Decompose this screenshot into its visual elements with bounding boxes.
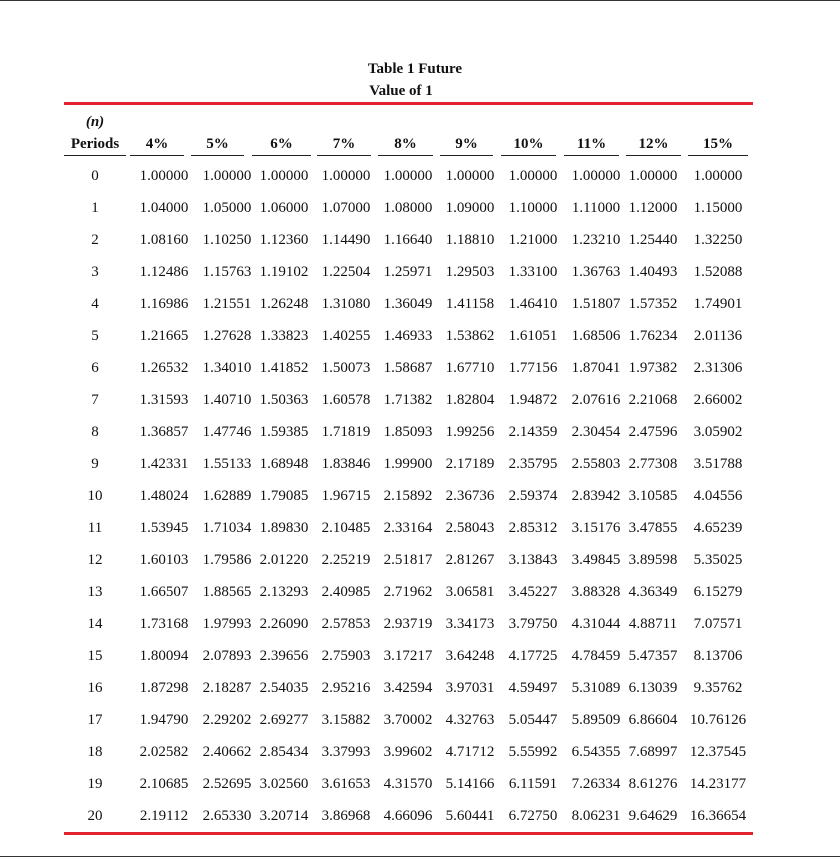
value-cell: 1.76234 (628, 328, 678, 344)
table-row (0, 612, 840, 644)
value-cell: 1.14490 (321, 232, 371, 248)
value-cell: 2.35795 (508, 456, 558, 472)
value-cell: 1.48024 (139, 488, 189, 504)
period-cell: 2 (91, 232, 99, 248)
value-cell: 1.97993 (202, 616, 252, 632)
value-cell: 1.57352 (628, 296, 678, 312)
value-cell: 1.71819 (321, 424, 371, 440)
period-cell: 11 (87, 520, 103, 536)
value-cell: 4.04556 (693, 488, 743, 504)
table-bottom-rule (64, 832, 753, 835)
value-cell: 2.31306 (693, 360, 743, 376)
period-cell: 4 (91, 296, 99, 312)
value-cell: 1.22504 (321, 264, 371, 280)
value-cell: 2.25219 (321, 552, 371, 568)
value-cell: 4.36349 (628, 584, 678, 600)
value-cell: 2.59374 (508, 488, 558, 504)
table-title (0, 58, 820, 102)
value-cell: 5.55992 (508, 744, 558, 760)
value-cell: 1.53945 (139, 520, 189, 536)
rate-header: 5% (191, 134, 244, 156)
value-cell: 2.07893 (202, 648, 252, 664)
value-cell: 1.26248 (259, 296, 309, 312)
value-cell: 1.40493 (628, 264, 678, 280)
value-cell: 1.15763 (202, 264, 252, 280)
value-cell: 1.94872 (508, 392, 558, 408)
value-cell: 2.21068 (628, 392, 678, 408)
value-cell: 1.42331 (139, 456, 189, 472)
value-cell: 2.81267 (445, 552, 495, 568)
value-cell: 2.83942 (571, 488, 621, 504)
value-cell: 1.12486 (139, 264, 189, 280)
value-cell: 3.99602 (383, 744, 433, 760)
value-cell: 1.29503 (445, 264, 495, 280)
value-cell: 8.06231 (571, 808, 621, 824)
period-cell: 9 (91, 456, 99, 472)
value-cell: 2.75903 (321, 648, 371, 664)
value-cell: 1.83846 (321, 456, 371, 472)
period-cell: 5 (91, 328, 99, 344)
value-cell: 2.19112 (139, 808, 189, 824)
value-cell: 1.50073 (321, 360, 371, 376)
table-top-rule (64, 102, 753, 105)
value-cell: 2.71962 (383, 584, 433, 600)
value-cell: 2.54035 (259, 680, 309, 696)
value-cell: 2.47596 (628, 424, 678, 440)
value-cell: 3.86968 (321, 808, 371, 824)
value-cell: 3.10585 (628, 488, 678, 504)
value-cell: 1.82804 (445, 392, 495, 408)
value-cell: 1.19102 (259, 264, 309, 280)
value-cell: 1.00000 (445, 168, 495, 184)
value-cell: 1.25440 (628, 232, 678, 248)
value-cell: 1.73168 (139, 616, 189, 632)
period-cell: 16 (87, 680, 103, 696)
value-cell: 3.45227 (508, 584, 558, 600)
value-cell: 6.15279 (693, 584, 743, 600)
value-cell: 2.13293 (259, 584, 309, 600)
value-cell: 3.17217 (383, 648, 433, 664)
value-cell: 2.30454 (571, 424, 621, 440)
period-cell: 20 (87, 808, 103, 824)
value-cell: 6.54355 (571, 744, 621, 760)
table-row (0, 260, 840, 292)
value-cell: 12.37545 (689, 744, 747, 760)
value-cell: 2.39656 (259, 648, 309, 664)
value-cell: 1.50363 (259, 392, 309, 408)
value-cell: 8.13706 (693, 648, 743, 664)
table-row (0, 516, 840, 548)
value-cell: 1.89830 (259, 520, 309, 536)
value-cell: 3.47855 (628, 520, 678, 536)
table-row (0, 292, 840, 324)
value-cell: 2.29202 (202, 712, 252, 728)
value-cell: 1.60103 (139, 552, 189, 568)
value-cell: 4.71712 (445, 744, 495, 760)
value-cell: 1.67710 (445, 360, 495, 376)
value-cell: 4.78459 (571, 648, 621, 664)
value-cell: 1.58687 (383, 360, 433, 376)
value-cell: 1.31080 (321, 296, 371, 312)
value-cell: 7.26334 (571, 776, 621, 792)
period-cell: 3 (91, 264, 99, 280)
value-cell: 4.17725 (508, 648, 558, 664)
value-cell: 1.96715 (321, 488, 371, 504)
value-cell: 2.58043 (445, 520, 495, 536)
value-cell: 1.00000 (321, 168, 371, 184)
value-cell: 1.99256 (445, 424, 495, 440)
table-row (0, 388, 840, 420)
value-cell: 1.06000 (259, 200, 309, 216)
value-cell: 1.15000 (693, 200, 743, 216)
value-cell: 2.69277 (259, 712, 309, 728)
value-cell: 1.33823 (259, 328, 309, 344)
value-cell: 3.88328 (571, 584, 621, 600)
value-cell: 6.86604 (628, 712, 678, 728)
value-cell: 1.61051 (508, 328, 558, 344)
value-cell: 1.47746 (202, 424, 252, 440)
value-cell: 1.16640 (383, 232, 433, 248)
value-cell: 1.21665 (139, 328, 189, 344)
value-cell: 1.87298 (139, 680, 189, 696)
n-column-label: (n) (85, 114, 105, 130)
value-cell: 1.12360 (259, 232, 309, 248)
value-cell: 2.07616 (571, 392, 621, 408)
rate-header: 9% (440, 134, 493, 156)
value-cell: 1.74901 (693, 296, 743, 312)
value-cell: 3.34173 (445, 616, 495, 632)
table-row (0, 228, 840, 260)
value-cell: 2.33164 (383, 520, 433, 536)
value-cell: 2.85434 (259, 744, 309, 760)
value-cell: 1.33100 (508, 264, 558, 280)
value-cell: 2.52695 (202, 776, 252, 792)
value-cell: 1.07000 (321, 200, 371, 216)
table-row (0, 324, 840, 356)
value-cell: 1.34010 (202, 360, 252, 376)
value-cell: 1.00000 (571, 168, 621, 184)
table-row (0, 676, 840, 708)
value-cell: 1.04000 (139, 200, 189, 216)
value-cell: 1.80094 (139, 648, 189, 664)
value-cell: 3.64248 (445, 648, 495, 664)
period-cell: 19 (87, 776, 103, 792)
value-cell: 1.77156 (508, 360, 558, 376)
value-cell: 3.37993 (321, 744, 371, 760)
value-cell: 3.20714 (259, 808, 309, 824)
value-cell: 1.32250 (693, 232, 743, 248)
value-cell: 2.10485 (321, 520, 371, 536)
page-top-border (0, 0, 840, 1)
rate-header: 15% (688, 134, 748, 156)
value-cell: 5.47357 (628, 648, 678, 664)
table-row (0, 740, 840, 772)
value-cell: 1.00000 (508, 168, 558, 184)
period-cell: 13 (87, 584, 103, 600)
value-cell: 6.72750 (508, 808, 558, 824)
value-cell: 2.51817 (383, 552, 433, 568)
value-cell: 1.46410 (508, 296, 558, 312)
value-cell: 3.06581 (445, 584, 495, 600)
value-cell: 5.14166 (445, 776, 495, 792)
value-cell: 1.12000 (628, 200, 678, 216)
table-row (0, 644, 840, 676)
value-cell: 2.77308 (628, 456, 678, 472)
value-cell: 2.57853 (321, 616, 371, 632)
value-cell: 1.23210 (571, 232, 621, 248)
table-body (0, 164, 840, 836)
table-row (0, 772, 840, 804)
page-bottom-border (0, 856, 840, 857)
value-cell: 1.31593 (139, 392, 189, 408)
period-cell: 17 (87, 712, 103, 728)
value-cell: 2.93719 (383, 616, 433, 632)
period-cell: 14 (87, 616, 103, 632)
value-cell: 1.94790 (139, 712, 189, 728)
value-cell: 2.85312 (508, 520, 558, 536)
period-cell: 7 (91, 392, 99, 408)
value-cell: 2.36736 (445, 488, 495, 504)
value-cell: 2.18287 (202, 680, 252, 696)
value-cell: 1.21000 (508, 232, 558, 248)
value-cell: 1.27628 (202, 328, 252, 344)
period-cell: 12 (87, 552, 103, 568)
value-cell: 1.00000 (693, 168, 743, 184)
rate-header: 6% (252, 134, 311, 156)
value-cell: 1.36049 (383, 296, 433, 312)
value-cell: 1.68506 (571, 328, 621, 344)
value-cell: 1.40710 (202, 392, 252, 408)
value-cell: 9.35762 (693, 680, 743, 696)
value-cell: 1.16986 (139, 296, 189, 312)
value-cell: 1.21551 (202, 296, 252, 312)
value-cell: 4.88711 (628, 616, 678, 632)
value-cell: 1.11000 (571, 200, 621, 216)
value-cell: 2.01136 (693, 328, 743, 344)
value-cell: 3.13843 (508, 552, 558, 568)
value-cell: 2.66002 (693, 392, 743, 408)
value-cell: 1.36857 (139, 424, 189, 440)
period-cell: 10 (87, 488, 103, 504)
value-cell: 6.11591 (508, 776, 558, 792)
value-cell: 5.60441 (445, 808, 495, 824)
value-cell: 1.97382 (628, 360, 678, 376)
value-cell: 8.61276 (628, 776, 678, 792)
value-cell: 10.76126 (689, 712, 747, 728)
value-cell: 1.09000 (445, 200, 495, 216)
value-cell: 4.66096 (383, 808, 433, 824)
rate-header: 12% (626, 134, 681, 156)
value-cell: 3.51788 (693, 456, 743, 472)
value-cell: 5.05447 (508, 712, 558, 728)
period-cell: 0 (91, 168, 99, 184)
value-cell: 1.60578 (321, 392, 371, 408)
value-cell: 1.87041 (571, 360, 621, 376)
value-cell: 1.00000 (139, 168, 189, 184)
period-cell: 18 (87, 744, 103, 760)
value-cell: 1.71034 (202, 520, 252, 536)
table-row (0, 164, 840, 196)
value-cell: 2.17189 (445, 456, 495, 472)
value-cell: 1.62889 (202, 488, 252, 504)
value-cell: 14.23177 (689, 776, 747, 792)
table-row (0, 484, 840, 516)
value-cell: 3.15176 (571, 520, 621, 536)
value-cell: 3.15882 (321, 712, 371, 728)
table-row (0, 420, 840, 452)
value-cell: 4.65239 (693, 520, 743, 536)
value-cell: 2.65330 (202, 808, 252, 824)
value-cell: 1.41158 (445, 296, 495, 312)
value-cell: 1.26532 (139, 360, 189, 376)
value-cell: 1.18810 (445, 232, 495, 248)
value-cell: 2.26090 (259, 616, 309, 632)
table-row (0, 452, 840, 484)
table-row (0, 196, 840, 228)
periods-header: Periods (64, 134, 126, 156)
value-cell: 5.89509 (571, 712, 621, 728)
value-cell: 1.53862 (445, 328, 495, 344)
value-cell: 9.64629 (628, 808, 678, 824)
rate-header: 8% (378, 134, 433, 156)
value-cell: 3.49845 (571, 552, 621, 568)
value-cell: 3.97031 (445, 680, 495, 696)
value-cell: 1.10000 (508, 200, 558, 216)
value-cell: 3.61653 (321, 776, 371, 792)
value-cell: 1.40255 (321, 328, 371, 344)
table-row (0, 548, 840, 580)
value-cell: 1.36763 (571, 264, 621, 280)
value-cell: 3.79750 (508, 616, 558, 632)
period-cell: 6 (91, 360, 99, 376)
value-cell: 1.00000 (628, 168, 678, 184)
value-cell: 1.05000 (202, 200, 252, 216)
table-header-row (0, 134, 840, 156)
value-cell: 1.88565 (202, 584, 252, 600)
value-cell: 16.36654 (689, 808, 747, 824)
value-cell: 2.15892 (383, 488, 433, 504)
value-cell: 2.40662 (202, 744, 252, 760)
value-cell: 2.95216 (321, 680, 371, 696)
value-cell: 1.55133 (202, 456, 252, 472)
table-title-line-1: Table 1 Future (367, 61, 463, 77)
value-cell: 3.05902 (693, 424, 743, 440)
value-cell: 1.79085 (259, 488, 309, 504)
value-cell: 2.55803 (571, 456, 621, 472)
value-cell: 3.42594 (383, 680, 433, 696)
value-cell: 3.89598 (628, 552, 678, 568)
value-cell: 3.70002 (383, 712, 433, 728)
rate-header: 4% (130, 134, 184, 156)
value-cell: 1.41852 (259, 360, 309, 376)
rate-header: 11% (564, 134, 619, 156)
period-cell: 1 (91, 200, 99, 216)
value-cell: 1.08160 (139, 232, 189, 248)
value-cell: 1.00000 (383, 168, 433, 184)
value-cell: 4.31570 (383, 776, 433, 792)
value-cell: 1.71382 (383, 392, 433, 408)
value-cell: 2.14359 (508, 424, 558, 440)
value-cell: 1.79586 (202, 552, 252, 568)
period-cell: 8 (91, 424, 99, 440)
value-cell: 1.08000 (383, 200, 433, 216)
value-cell: 2.10685 (139, 776, 189, 792)
rate-header: 7% (317, 134, 371, 156)
value-cell: 4.59497 (508, 680, 558, 696)
value-cell: 1.68948 (259, 456, 309, 472)
value-cell: 7.07571 (693, 616, 743, 632)
value-cell: 1.00000 (202, 168, 252, 184)
period-cell: 15 (87, 648, 103, 664)
value-cell: 4.32763 (445, 712, 495, 728)
rate-header: 10% (501, 134, 556, 156)
value-cell: 2.01220 (259, 552, 309, 568)
value-cell: 1.59385 (259, 424, 309, 440)
value-cell: 1.10250 (202, 232, 252, 248)
value-cell: 1.52088 (693, 264, 743, 280)
value-cell: 5.31089 (571, 680, 621, 696)
value-cell: 3.02560 (259, 776, 309, 792)
value-cell: 2.02582 (139, 744, 189, 760)
table-title-line-2: Value of 1 (369, 83, 433, 99)
table-row (0, 580, 840, 612)
value-cell: 1.85093 (383, 424, 433, 440)
value-cell: 4.31044 (571, 616, 621, 632)
value-cell: 1.51807 (571, 296, 621, 312)
table-row (0, 708, 840, 740)
value-cell: 1.25971 (383, 264, 433, 280)
value-cell: 5.35025 (693, 552, 743, 568)
value-cell: 1.00000 (259, 168, 309, 184)
value-cell: 1.99900 (383, 456, 433, 472)
value-cell: 6.13039 (628, 680, 678, 696)
value-cell: 2.40985 (321, 584, 371, 600)
value-cell: 7.68997 (628, 744, 678, 760)
table-row (0, 356, 840, 388)
value-cell: 1.66507 (139, 584, 189, 600)
value-cell: 1.46933 (383, 328, 433, 344)
